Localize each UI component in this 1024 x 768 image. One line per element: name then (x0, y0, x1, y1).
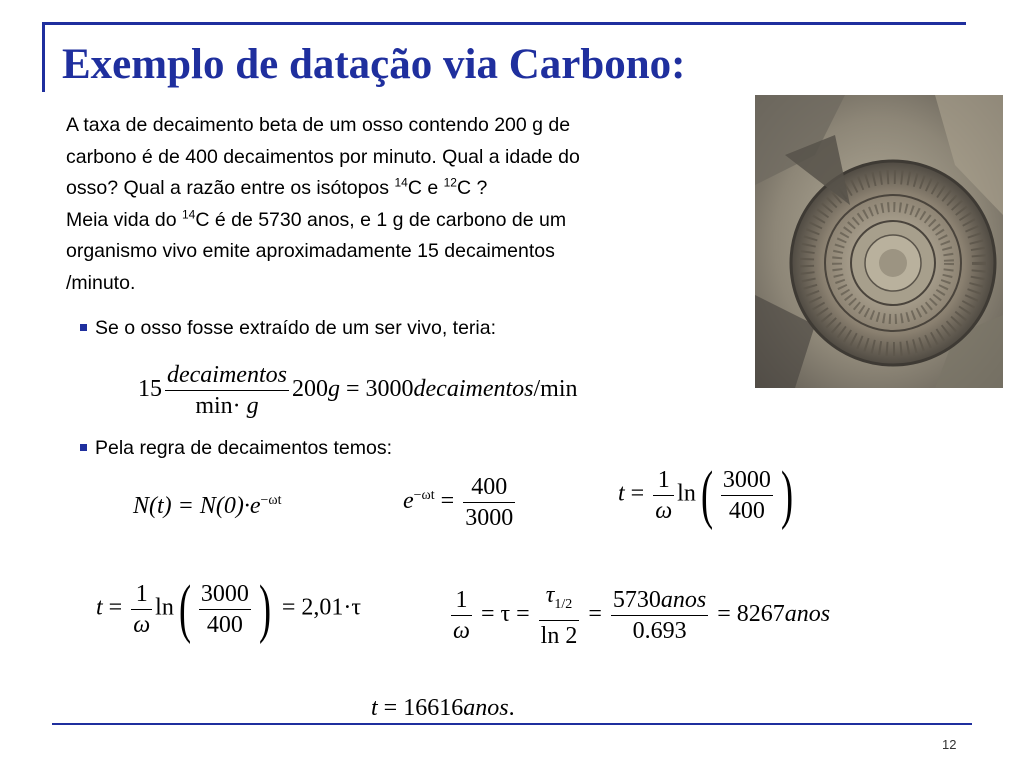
eq6-fraction-2 (539, 580, 580, 651)
eq1-denominator-min: min· (195, 393, 241, 419)
eq6-fraction-1 (451, 585, 472, 646)
eq1-result: = 3000 (339, 376, 414, 403)
eq1-fraction (165, 360, 289, 421)
slide-title: Exemplo de datação via Carbono: (62, 41, 686, 88)
equation-final-age (371, 695, 515, 722)
intro-line-4a: Meia vida do (66, 208, 182, 231)
bullet-2-text: Pela regra de decaimentos temos: (95, 437, 392, 459)
bullet-decay-rule (80, 437, 392, 460)
title-frame-left-rule (42, 22, 45, 92)
eq6-denominator-2: ln 2 (540, 622, 578, 649)
eq1-denominator-g: g (246, 393, 259, 419)
bullet-square-icon (80, 324, 87, 331)
eq6-tau: τ (545, 582, 555, 608)
eq3-numerator: 400 (463, 472, 515, 503)
eq7-value: = 16616 (377, 695, 464, 721)
eq6-equals: = (582, 600, 608, 627)
equation-mean-life (448, 580, 830, 651)
eq5-numerator: 1 (131, 579, 152, 610)
eq4-inner-denominator: 400 (728, 497, 765, 524)
eq5-right-paren: ) (258, 572, 271, 645)
eq1-mass: 200 (291, 376, 328, 403)
eq5-inner-numerator: 3000 (199, 579, 251, 610)
eq1-coefficient: 15 (138, 376, 162, 403)
eq3-denominator: 3000 (465, 505, 514, 531)
eq4-numerator: 1 (653, 465, 674, 496)
eq5-t: t (96, 594, 103, 621)
eq7-t: t (371, 695, 378, 721)
equation-decay-law (133, 493, 282, 520)
eq1-per-min: /min (533, 376, 578, 403)
eq3-exponential-base: e (403, 488, 414, 515)
equation-time-ln (618, 458, 798, 531)
eq5-denominator: ω (133, 611, 151, 638)
intro-line-2: carbono é de 400 decaimentos por minuto. Qual a idade do (66, 145, 580, 168)
eq3-exponent: −ωt (413, 488, 435, 504)
bullet-square-icon (80, 444, 87, 451)
eq7-period: . (508, 695, 515, 721)
isotope-14-superscript: 14 (394, 175, 408, 190)
footer-rule (52, 723, 972, 725)
eq6-fraction-3 (611, 585, 708, 646)
eq6-equals-tau: = τ = (474, 600, 536, 627)
eq4-right-paren: ) (780, 458, 793, 531)
eq3-fraction (463, 472, 515, 533)
eq4-inner-numerator: 3000 (721, 465, 773, 496)
eq5-result: = 2,01·τ (275, 594, 361, 621)
eq1-result-unit: decaimentos (413, 376, 534, 403)
intro-line-6: /minuto. (66, 271, 136, 294)
eq2-exponent: −ωt (260, 493, 282, 508)
intro-line-3a: osso? Qual a razão entre os isótopos (66, 177, 395, 199)
eq6-numerator-1: 1 (451, 585, 472, 616)
eq5-inner-denominator: 400 (206, 611, 243, 638)
intro-line-5: organismo vivo emite aproximadamente 15 decaimentos (66, 240, 555, 262)
intro-line-1: A taxa de decaimento beta de um osso contendo 200 g de (66, 114, 571, 136)
eq6-denominator-3: 0.693 (632, 617, 687, 644)
problem-statement (66, 110, 756, 299)
title-frame-top-rule (42, 22, 966, 25)
eq1-numerator: decaimentos (167, 362, 287, 388)
equation-living-activity (138, 360, 578, 421)
isotope-12-superscript: 12 (443, 175, 457, 190)
eq2-lhs: N(t) = N(0)· (133, 493, 250, 519)
eq5-fraction (131, 579, 152, 640)
eq6-result-unit: anos (784, 600, 831, 627)
eq6-tau-subscript: 1/2 (554, 596, 573, 612)
eq5-ln: ln (155, 594, 174, 621)
eq5-inner-fraction (199, 579, 251, 640)
eq4-ln: ln (677, 480, 696, 507)
intro-line-3c: C ? (456, 177, 488, 199)
eq2-exponential-base: e (249, 493, 261, 519)
eq4-t: t (618, 480, 625, 507)
eq6-denominator-1: ω (453, 617, 470, 644)
eq6-numerator-3-unit: anos (660, 586, 707, 613)
eq4-inner-fraction (721, 465, 773, 526)
eq4-denominator: ω (655, 497, 673, 524)
page-number: 12 (942, 737, 957, 752)
intro-line-4b: C é de 5730 anos, e 1 g de carbono de um (195, 208, 567, 231)
eq5-left-paren: ( (178, 572, 191, 645)
eq5-equals: = (102, 594, 129, 621)
eq1-mass-unit: g (327, 376, 340, 403)
eq4-fraction (653, 465, 674, 526)
eq4-equals: = (624, 480, 651, 507)
eq6-numerator-3: 5730 (612, 586, 661, 613)
eq3-equals: = (434, 488, 461, 515)
eq6-result: = 8267 (711, 600, 785, 627)
bullet-living-bone (80, 317, 496, 340)
eq7-unit: anos (463, 695, 509, 721)
bullet-1-text: Se o osso fosse extraído de um ser vivo, teria: (95, 317, 497, 339)
intro-line-3b: C e (407, 177, 444, 199)
half-life-isotope-superscript: 14 (181, 207, 196, 221)
equation-time-tau (96, 572, 361, 645)
equation-ratio (403, 472, 518, 533)
ammonite-fossil-photo (755, 95, 1003, 388)
eq4-left-paren: ( (700, 458, 713, 531)
